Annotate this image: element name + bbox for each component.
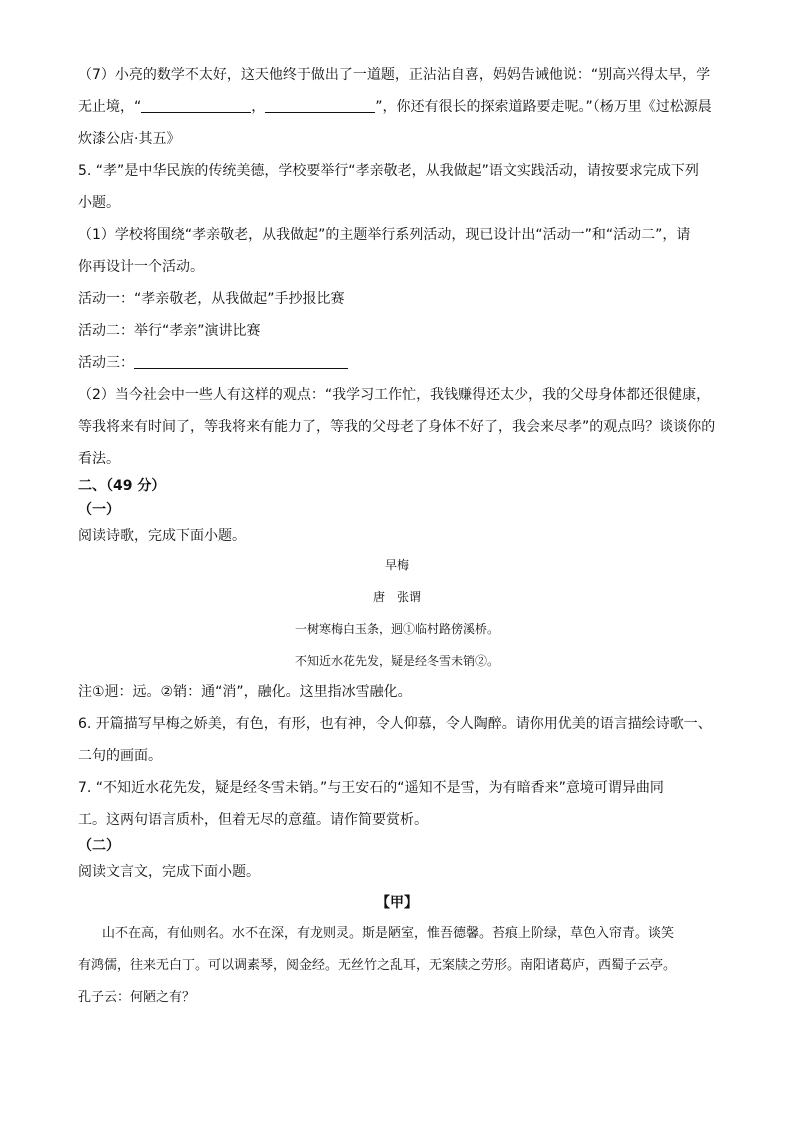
q5-part2-line-3: 看法。 <box>78 451 120 467</box>
q4-7-line-3: 炊漆公店·其五》 <box>78 131 181 147</box>
part-1-intro: 阅读诗歌，完成下面小题。 <box>78 528 246 544</box>
q5-line-2: 小题。 <box>78 195 120 211</box>
poem-note: 注①迥：远。②销：通“消”，融化。这里指冰雪融化。 <box>78 684 412 700</box>
q5-part1-line-2: 你再设计一个活动。 <box>78 259 204 275</box>
text-jia-label: 【甲】 <box>376 895 418 911</box>
q5-line-1: 5. “孝”是中华民族的传统美德，学校要举行“孝亲敬老，从我做起”语文实践活动，请按要求完成下列 <box>78 163 699 179</box>
classical-text-line-2: 有鸿儒，往来无白丁。可以调素琴，阅金经。无丝竹之乱耳，无案牍之劳形。南阳诸葛庐，西蜀子云亭。 <box>78 958 677 973</box>
answer-blank-1[interactable] <box>141 98 251 113</box>
classical-text-line-1: 山不在高，有仙则名。水不在深，有龙则灵。斯是陋室，惟吾德馨。苔痕上阶绿，草色入帘青。谈笑 <box>102 926 675 941</box>
part-1-label: （一） <box>78 502 120 518</box>
activity-2: 活动二：举行“孝亲”演讲比赛 <box>78 323 261 339</box>
q4-7-line-1: （7）小亮的数学不太好，这天他终于做出了一道题，正沾沾自喜，妈妈告诫他说：“别高兴得太早，学 <box>78 67 711 83</box>
poem-title: 早梅 <box>384 558 409 572</box>
q7-line-1: 7. “不知近水花先发，疑是经冬雪未销。”与王安石的“遥知不是雪，为有暗香来”意境可谓异曲同 <box>78 780 664 796</box>
q5-part2-line-1: （2）当今社会中一些人有这样的观点：“我学习工作忙，我钱赚得还太少，我的父母身体都还很健康， <box>78 387 711 403</box>
part-2-intro: 阅读文言文，完成下面小题。 <box>78 864 260 880</box>
classical-text-line-3: 孔子云：何陋之有？ <box>78 990 196 1005</box>
part-2-label: （二） <box>78 838 120 854</box>
poem-line-2: 不知近水花先发，疑是经冬雪未销②。 <box>294 654 499 668</box>
q5-part1-line-1: （1）学校将围绕“孝亲敬老，从我做起”的主题举行系列活动，现已设计出“活动一”和“活动二”，请 <box>78 227 691 243</box>
poem-author: 唐 张谓 <box>372 590 421 604</box>
q4-7-text-b: ， <box>251 99 266 115</box>
activity-3 <box>78 353 348 373</box>
section-2-heading: 二、（49 分） <box>78 478 166 494</box>
q6-line-1: 6. 开篇描写早梅之娇美，有色，有形，也有神，令人仰慕，令人陶醉。请你用优美的语言描绘诗歌一、 <box>78 716 712 732</box>
activity-3-label: 活动三： <box>78 355 134 371</box>
answer-blank-activity-3[interactable] <box>134 354 348 369</box>
poem-line-1: 一树寒梅白玉条，迥①临村路傍溪桥。 <box>294 622 499 636</box>
answer-blank-2[interactable] <box>265 98 375 113</box>
q4-7-line-2 <box>78 97 712 117</box>
q7-line-2: 工。这两句语言质朴，但着无尽的意蕴。请作简要赏析。 <box>78 812 428 828</box>
q6-line-2: 二句的画面。 <box>78 748 162 764</box>
q4-7-text-a: 无止境，“ <box>78 99 142 115</box>
q5-part2-line-2: 等我将来有时间了，等我将来有能力了，等我的父母老了身体不好了，我会来尽孝”的观点吗？谈谈你的 <box>78 419 716 435</box>
q4-7-text-c: ”，你还有很长的探索道路要走呢。”（杨万里《过松源晨 <box>375 99 712 115</box>
activity-1: 活动一：“孝亲敬老，从我做起”手抄报比赛 <box>78 291 345 307</box>
